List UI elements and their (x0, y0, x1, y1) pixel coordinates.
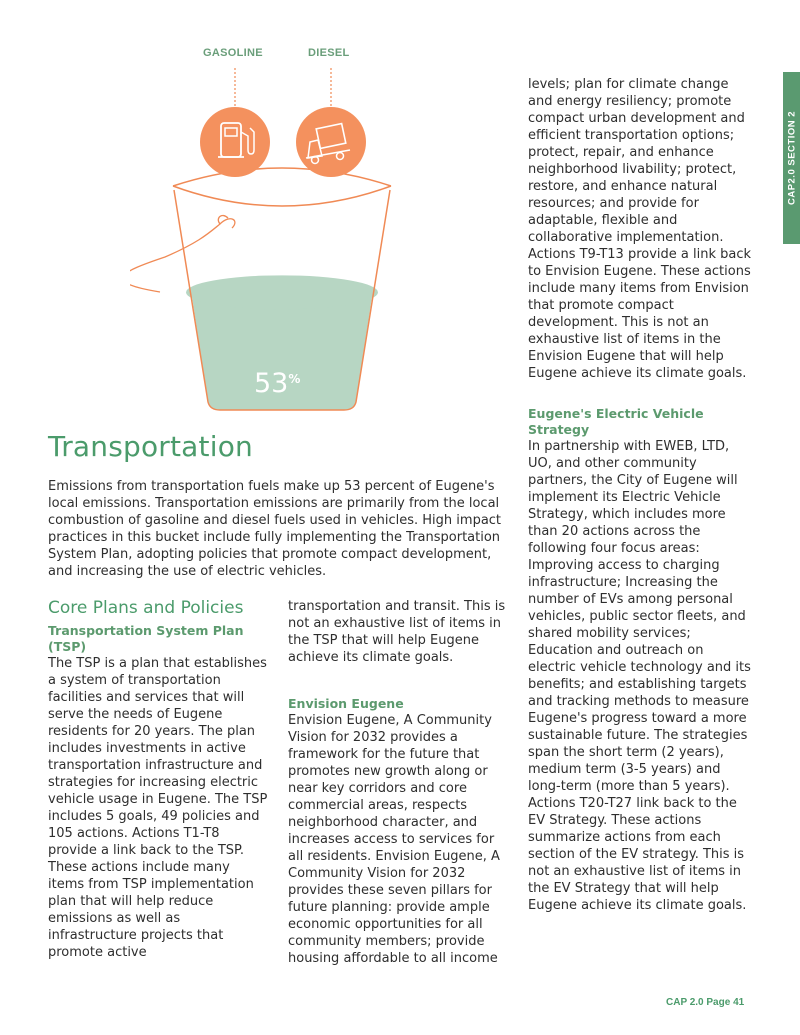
envision-heading: Envision Eugene (288, 696, 404, 711)
fuel-bucket-illustration (130, 62, 420, 412)
diesel-truck-icon (296, 107, 366, 177)
column-two (288, 598, 508, 967)
tsp-body: The TSP is a plan that establishes a system of transportation facilities and services that will serve the needs of Eugene residents for 20 years. The plan includes investments in active transportation infrastructure and strategies for increasing electric vehicle usage in Eugene. The TSP includes 5 goals, 49 policies and 105 actions. Actions T1-T8 provide a link back to the TSP. These actions include many items from TSP implementation plan that will help reduce emissions as well as infrastructure projects that promote active (48, 656, 268, 960)
bucket-rim (173, 186, 391, 206)
section-side-tab (783, 72, 800, 244)
intro-paragraph: Emissions from transportation fuels make up 53 percent of Eugene's local emissions. Transportation emissions are primarily from the local combustion of gasoline and diesel fuels used in vehicles. High impact practices in this bucket include fully implementing the Transportation System Plan, adopting policies that promote compact development, and increasing the use of electric vehicles. (48, 479, 502, 579)
core-plans-heading: Core Plans and Policies (48, 598, 244, 618)
column-three (528, 76, 752, 914)
percent-label (254, 368, 300, 399)
ev-strategy-heading: Eugene's Electric Vehicle Strategy (528, 406, 704, 437)
fuel-fill-surface (186, 275, 378, 309)
tsp-body-continued: transportation and transit. This is not an exhaustive list of items in the TSP that will help Eugene achieve its climate goals. (288, 599, 506, 665)
envision-body: Envision Eugene, A Community Vision for 2032 provides a framework for the future that promotes new growth along or near key corridors and core commercial areas, respects neighborhood character, and increases access to services for all residents. Envision Eugene, A Community Vision for 2032 provides these seven pillars for future planning: provide ample economic opportunities for all community members; provide housing affordable to all income (288, 713, 500, 966)
percent-value: 53 (254, 368, 289, 399)
ev-strategy-body: In partnership with EWEB, LTD, UO, and other community partners, the City of Eugene will implement its Electric Vehicle Strategy, which includes more than 20 actions across the following four focus areas: Improving access to charging infrastructure; Increasing the number of EVs among personal vehicles, public sector fleets, and shared mobility services; Education and outreach on electric vehicle technology and its benefits; and establishing targets and tracking methods to measure Eugene's progress toward a more sustainable future. The strategies span the short term (2 years), medium term (3-5 years) and long-term (more than 5 years). Actions T20-T27 link back to the EV Strategy. These actions summarize actions from each section of the EV strategy. This is not an exhaustive list of items in the EV Strategy that will help Eugene achieve its climate goals. (528, 439, 751, 913)
page-title: Transportation (48, 430, 253, 463)
envision-body-continued: levels; plan for climate change and energy resiliency; promote compact urban development and efficient transportation options; protect, repair, and enhance neighborhood livability; protect, restore, and enhance natural resources; and provide for adaptable, flexible and collaborative implementation. Actions T9-T13 provide a link back to Envision Eugene. These actions include many items from Envision that promote compact development. This is not an exhaustive list of items in the Envision Eugene that will help Eugene achieve its climate goals. (528, 77, 752, 381)
side-tab-label: CAP2.0 SECTION 2 (786, 110, 797, 206)
page-number: CAP 2.0 Page 41 (666, 997, 745, 1008)
gasoline-label: GASOLINE (203, 47, 263, 59)
diesel-label: DIESEL (308, 47, 350, 59)
percent-sign: % (288, 372, 301, 386)
gasoline-icon (200, 107, 270, 177)
tsp-section (48, 623, 270, 961)
tsp-heading: Transportation System Plan (TSP) (48, 623, 244, 654)
